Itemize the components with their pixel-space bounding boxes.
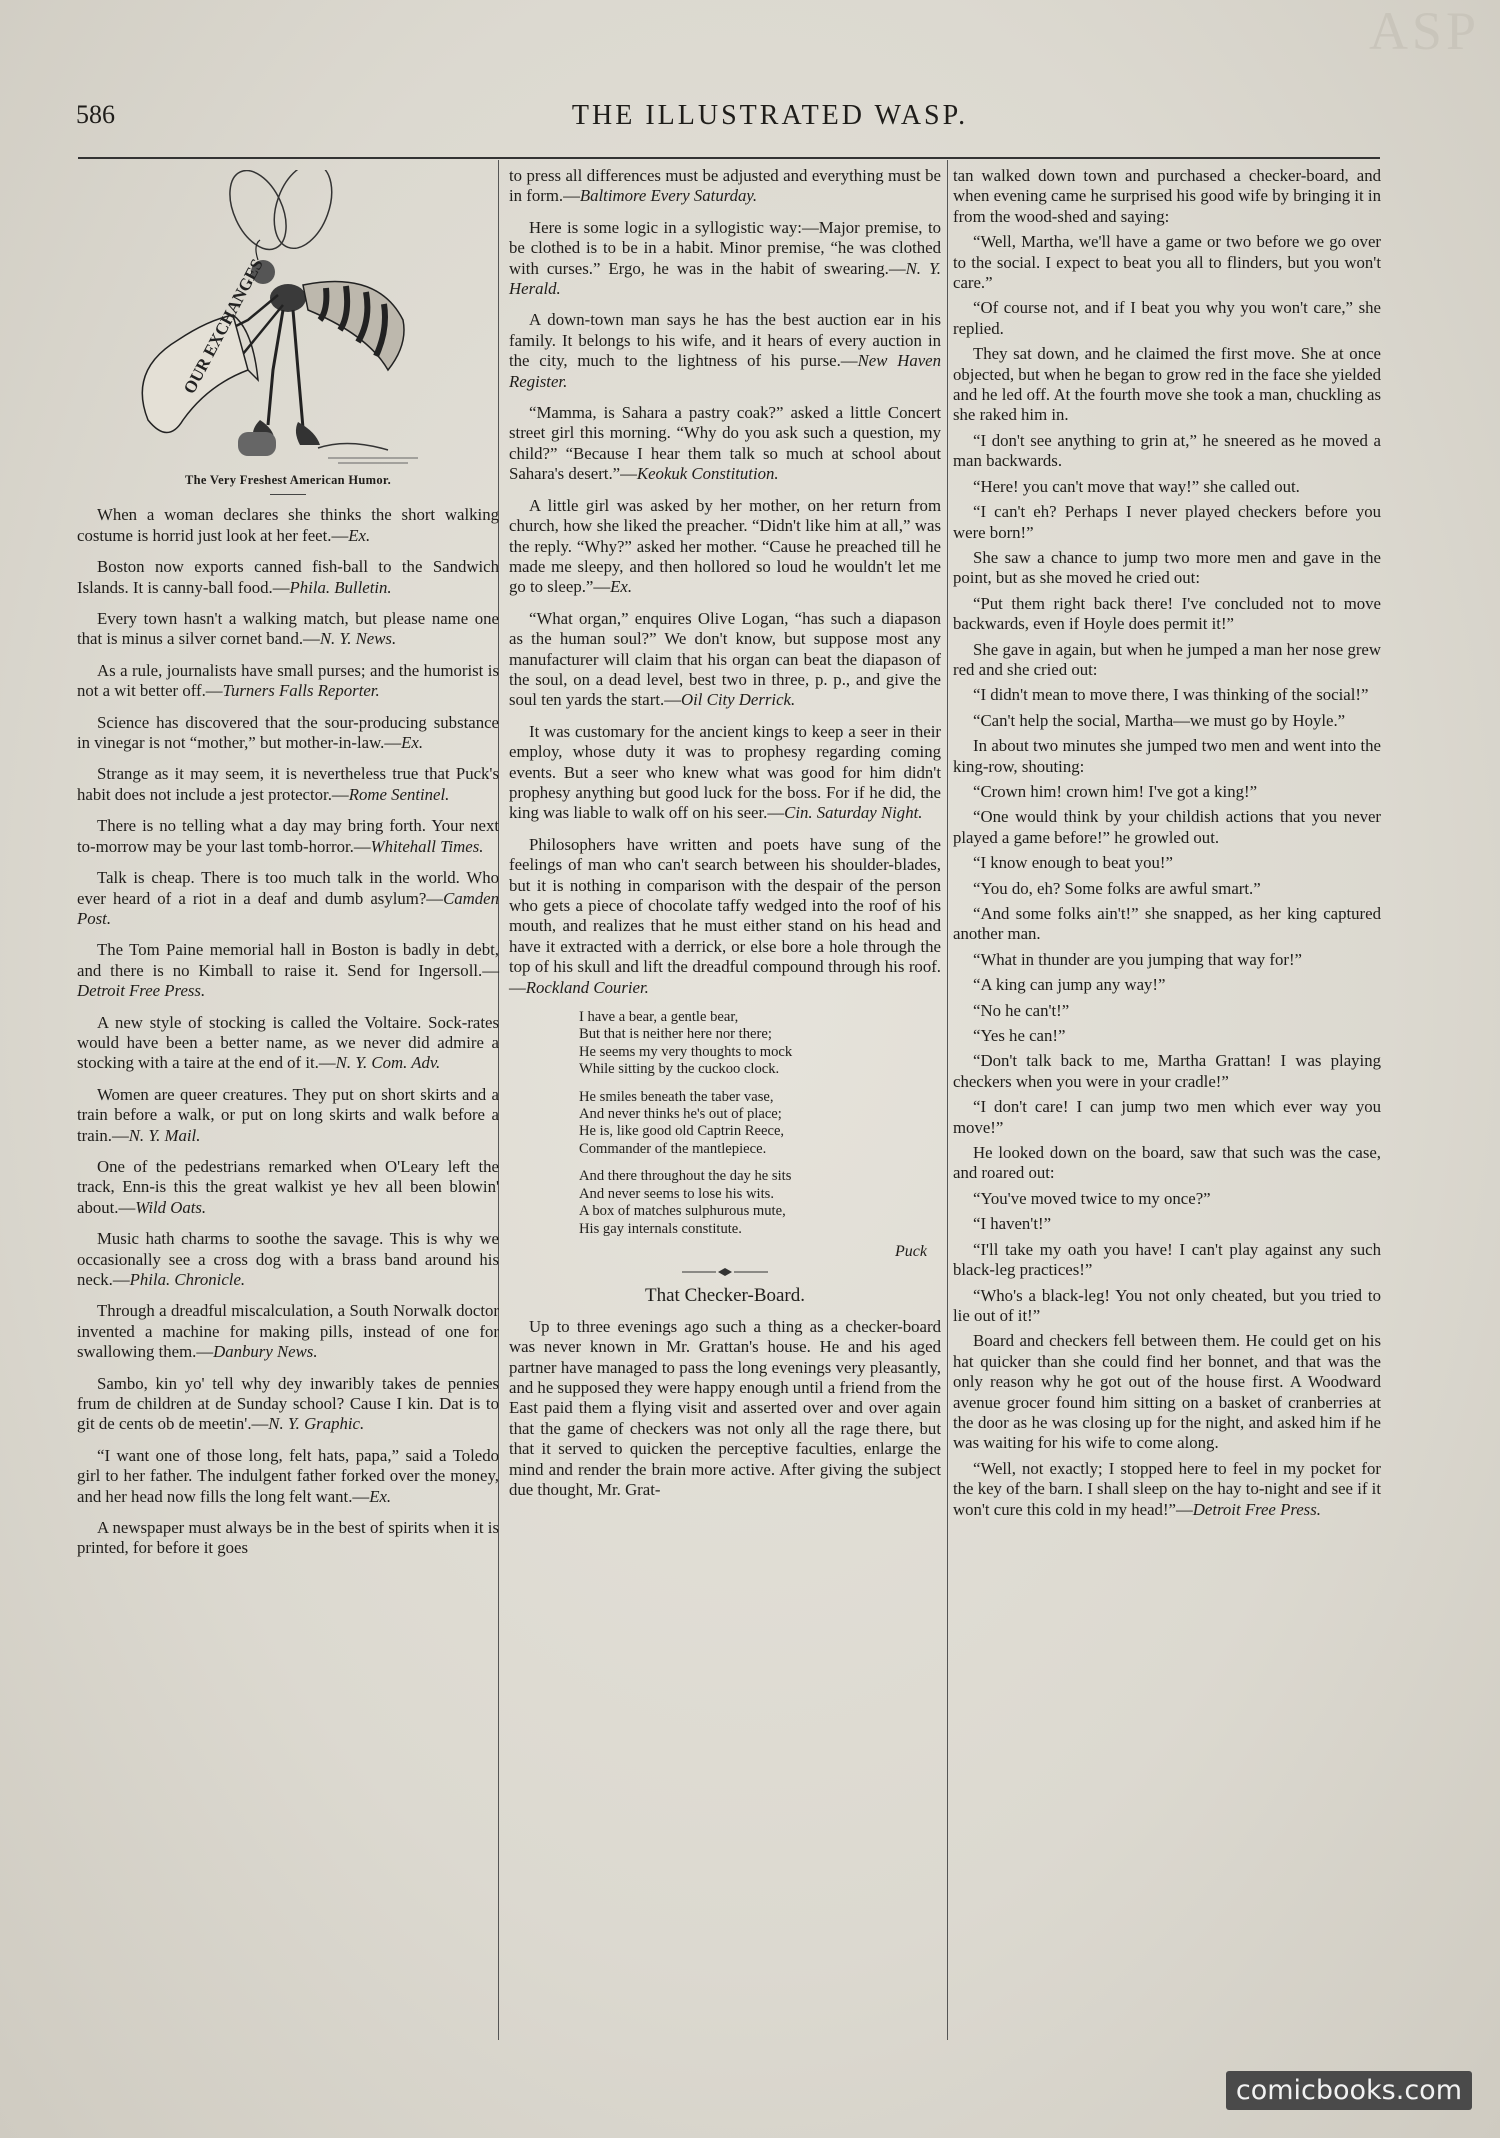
story-paragraph: “I can't eh? Perhaps I never played checkers before you were born!” — [953, 502, 1381, 542]
news-item — [77, 764, 499, 805]
item-text: A little girl was asked by her mother, on her return from church, how she liked the preacher. “Didn't like him at all,” was the reply. “Why?” asked her mother. “Cause he preached till he made me sleepy, and then hollored so loud he wouldn't let me go to sleep.”— — [509, 495, 941, 597]
story-paragraph: “Of course not, and if I beat you why you won't care,” she replied. — [953, 298, 1381, 338]
story-paragraph: She saw a chance to jump two more men and gave in the point, but as she moved he cried out: — [953, 547, 1381, 588]
column-3 — [953, 166, 1381, 1525]
news-item — [77, 609, 499, 650]
item-source: Cin. Saturday Night. — [784, 803, 923, 823]
news-item — [509, 496, 941, 598]
story-paragraph: “Yes he can!” — [973, 1026, 1066, 1046]
banner-text: OUR EXCHANGES — [179, 255, 267, 397]
item-source: Turners Falls Reporter. — [222, 681, 380, 701]
news-item — [509, 835, 941, 998]
item-source: Ex. — [348, 525, 371, 545]
item-text: Talk is cheap. There is too much talk in the world. Who ever heard of a riot in a deaf and dumb asylum?— — [77, 868, 499, 908]
item-text: “What organ,” enquires Olive Logan, “has such a diapason as the human soul?” We don't know, but suppose most any manufacturer will claim that his organ can beat the diapason of the soul, on a dead level, best two in three, p. p., and give the soul ten yards the start.— — [509, 608, 941, 710]
item-source: Oil City Derrick. — [680, 690, 796, 710]
news-item — [509, 722, 941, 824]
poem-line: And never seems to lose his wits. — [579, 1185, 774, 1202]
poem-line: His gay internals constitute. — [579, 1220, 742, 1237]
poem-stanza — [579, 1009, 941, 1079]
story-paragraph: “Don't talk back to me, Martha Grattan! I was playing checkers when you were in your cradle!” — [953, 1051, 1381, 1091]
item-source: Keokuk Constitution. — [636, 464, 779, 484]
caption-rule — [270, 494, 306, 495]
poem-line: I have a bear, a gentle bear, — [579, 1009, 739, 1026]
item-source: N. Y. Mail. — [128, 1125, 201, 1145]
item-source: Phila. Bulletin. — [289, 577, 392, 597]
poem-line: He seems my very thoughts to mock — [579, 1043, 793, 1060]
poem-line: And there throughout the day he sits — [579, 1168, 792, 1185]
poem-line: A box of matches sulphurous mute, — [579, 1203, 786, 1220]
item-source: New Haven Register. — [509, 351, 941, 391]
item-text: “I want one of those long, felt hats, papa,” said a Toledo girl to her father. The indulgent father forked over the money, and her head now fills the long felt want.— — [77, 1445, 499, 1506]
item-source: Danbury News. — [213, 1342, 318, 1362]
news-item — [77, 940, 499, 1001]
story-paragraph: In about two minutes she jumped two men and went into the king-row, shouting: — [953, 736, 1381, 776]
item-text: Women are queer creatures. They put on short skirts and a train before a walk, or put on long skirts and walk before a train.— — [77, 1084, 499, 1145]
story-paragraph: “Who's a black-leg! You not only cheated, but you tried to lie out of it!” — [953, 1285, 1381, 1325]
item-source: Ex. — [610, 577, 633, 597]
column-2 — [509, 166, 941, 1505]
story-paragraph: “Put them right back there! I've concluded not to move backwards, even if Hoyle does permit it!” — [953, 593, 1381, 634]
header-rule — [78, 157, 1380, 159]
item-source: N. Y. News. — [319, 629, 397, 649]
poem-line: But that is neither here nor there; — [579, 1026, 772, 1043]
poem-line: He smiles beneath the taber vase, — [579, 1088, 774, 1105]
item-text: Strange as it may seem, it is nevertheless true that Puck's habit does not include a jest protector.— — [77, 764, 499, 804]
item-text: Here is some logic in a syllogistic way:—Major premise, to be clothed is to be in a habit. Minor premise, “he was clothed with curses.” Ergo, he was in the habit of swearing.— — [509, 217, 941, 278]
item-text: A new style of stocking is called the Voltaire. Sock-rates would have been a better name, as we never did admire a stocking with a taire at the end of it.— — [77, 1012, 499, 1073]
column-divider — [947, 160, 948, 2040]
story-paragraph: “One would think by your childish actions that you never played a game before!” he growled out. — [953, 807, 1381, 847]
news-item — [77, 505, 499, 546]
item-text: Sambo, kin yo' tell why dey inwaribly takes de pennies frum de children at de Sunday school? Cause I kin. Dat is to git de cents ob de meetin'.— — [77, 1373, 499, 1434]
item-text: Boston now exports canned fish-ball to the Sandwich Islands. It is canny-ball food.— — [77, 557, 499, 597]
story-paragraph: “I don't care! I can jump two men which ever way you move!” — [953, 1097, 1381, 1137]
item-text: One of the pedestrians remarked when O'Leary left the track, Enn-is this the great walkist ye hev all been blowin' about.— — [77, 1156, 499, 1217]
story-paragraph: “And some folks ain't!” she snapped, as her king captured another man. — [953, 904, 1381, 944]
item-source: Whitehall Times. — [370, 836, 484, 856]
item-text: Music hath charms to soothe the savage. This is why we occasionally see a cross dog with a brass band around his neck.— — [77, 1229, 499, 1289]
story-paragraph: “Crown him! crown him! I've got a king!” — [973, 781, 1258, 801]
item-text: A newspaper must always be in the best of spirits when it is printed, for before it goes — [77, 1518, 499, 1558]
news-item — [77, 816, 499, 857]
poem-line: While sitting by the cuckoo clock. — [579, 1061, 780, 1078]
story-paragraph: He looked down on the board, saw that such was the case, and roared out: — [953, 1143, 1381, 1183]
story-paragraph: “No he can't!” — [973, 1000, 1070, 1020]
story-paragraph: “Here! you can't move that way!” she called out. — [973, 476, 1300, 496]
item-text: Science has discovered that the sour-producing substance in vinegar is not “mother,” but mother-in-law.— — [77, 712, 499, 753]
item-text: As a rule, journalists have small purses; and the humorist is not a wit better off.— — [77, 660, 499, 701]
story-paragraph: “Can't help the social, Martha—we must go by Hoyle.” — [973, 710, 1346, 730]
story-title: That Checker-Board. — [645, 1285, 805, 1307]
story-paragraph: “You've moved twice to my once?” — [973, 1188, 1211, 1208]
item-source: N. Y. Herald. — [509, 258, 941, 299]
story-paragraph: She gave in again, but when he jumped a man her nose grew red and she cried out: — [953, 639, 1381, 679]
item-text: A down-town man says he has the best auction ear in his family. It belongs to his wife, and it hears of every auction in the city, much to the lightness of his purse.— — [509, 310, 941, 371]
story-paragraph: “I haven't!” — [973, 1214, 1052, 1234]
story-paragraph: “Well, Martha, we'll have a game or two before we go over to the social. I expect to beat you all to flinders, but you won't care.” — [953, 232, 1381, 293]
wasp-exchanges-illustration — [88, 170, 488, 470]
item-text: Philosophers have written and poets have sung of the feelings of man who can't search between his shoulder-blades, but it is nothing in comparison with the despair of the person who gets a piece of chocolate taffy wedged into the roof of his mouth, and realizes that he must either stand on his head and have it extracted with a derrick, or else bore a hole through the top of his skull and lift the dreadful compound through his roof.— — [509, 834, 941, 997]
news-item — [77, 1157, 499, 1218]
poem-stanza — [579, 1168, 941, 1238]
item-text: It was customary for the ancient kings to keep a seer in their employ, whose duty it was to prophesy regarding coming events. But a seer who knew what was good for him didn't prophesy anything but good luck for the boss. For if he did, the king was liable to walk off on his seer.— — [509, 721, 941, 823]
item-source: Wild Oats. — [135, 1197, 207, 1217]
news-item — [77, 661, 499, 702]
item-text: When a woman declares she thinks the short walking costume is horrid just look at her feet.— — [77, 505, 499, 545]
news-item — [509, 166, 941, 207]
news-item — [77, 1374, 499, 1435]
item-source: N. Y. Graphic. — [268, 1414, 365, 1434]
story-paragraph: “What in thunder are you jumping that way for!” — [973, 949, 1302, 969]
poem-stanza — [579, 1089, 941, 1159]
story-paragraph: Up to three evenings ago such a thing as a checker-board was never known in Mr. Grattan's house. He and his aged partner have managed to pass the long evenings very pleasantly, and he supposed they were happy enough until a friend from the East paid them a flying visit and asserted over and over again that the game of checkers was not only all the rage there, but that it served to quicken the perceptive faculties, enlarge the mind and render the brain more active. After giving the subject due thought, Mr. Grat- — [509, 1316, 941, 1499]
item-source: Phila. Chronicle. — [129, 1270, 246, 1289]
news-item — [77, 1013, 499, 1074]
masthead: THE ILLUSTRATED WASP. — [571, 100, 969, 131]
item-text: The Tom Paine memorial hall in Boston is badly in debt, and there is no Kimball to raise it. Send for Ingersoll.— — [77, 940, 499, 980]
news-item — [77, 1085, 499, 1146]
news-item — [77, 1301, 499, 1362]
bleed-through-text: ASP — [1368, 1, 1480, 61]
item-source: Rockland Courier. — [525, 977, 649, 997]
item-source: Detroit Free Press. — [77, 981, 206, 1001]
item-source: N. Y. Com. Adv. — [335, 1053, 441, 1073]
story-paragraph: tan walked down town and purchased a checker-board, and when evening came he surprised his good wife by bringing it in from the wood-shed and saying: — [953, 166, 1381, 226]
item-source: Rome Sentinel. — [348, 784, 450, 804]
news-item — [509, 218, 941, 300]
story-paragraph: “I'll take my oath you have! I can't play against any such black-leg practices!” — [953, 1239, 1381, 1280]
news-item — [77, 713, 499, 754]
item-source: Ex. — [369, 1486, 392, 1506]
item-text: to press all differences must be adjusted and everything must be in form.— — [509, 166, 941, 206]
news-item — [77, 1229, 499, 1290]
story-paragraph: They sat down, and he claimed the first move. She at once objected, but when he began to grow red in the face she yielded and he led off. At the fourth move she took a man, chuckling as she raked him in. — [953, 344, 1381, 425]
news-item — [77, 1518, 499, 1559]
item-text: Through a dreadful miscalculation, a South Norwalk doctor invented a machine for making pills, instead of one for swallowing them.— — [77, 1301, 499, 1362]
news-item — [77, 1446, 499, 1507]
news-item — [509, 310, 941, 392]
story-paragraph: “I know enough to beat you!” — [973, 853, 1173, 873]
story-paragraph: “You do, eh? Some folks are awful smart.” — [973, 878, 1261, 898]
poem — [579, 1009, 941, 1238]
item-text: There is no telling what a day may bring forth. Your next to-morrow may be your last tomb-horror.— — [77, 816, 499, 856]
story-source: Detroit Free Press. — [1192, 1499, 1321, 1519]
watermark-badge: comicbooks.com — [1226, 2071, 1472, 2110]
poem-line: Commander of the mantlepiece. — [579, 1140, 767, 1157]
item-source: Baltimore Every Saturday. — [579, 186, 758, 206]
item-source: Camden Post. — [77, 888, 499, 928]
item-text: “Mamma, is Sahara a pastry coak?” asked a little Concert street girl this morning. “Why do you ask such a question, my child?” “Because I hear them talk so much at school about Sahara's desert.”— — [509, 403, 941, 484]
illustration-caption: The Very Freshest American Humor. — [184, 473, 392, 487]
story-paragraph: “I didn't mean to move there, I was thinking of the social!” — [973, 685, 1369, 705]
page-number: 586 — [76, 100, 115, 129]
story-paragraph: “A king can jump any way!” — [973, 975, 1166, 995]
story-paragraph: Board and checkers fell between them. He could get on his hat quicker than she could find her bonnet, and that was the only reason why he got out of the house first. A Woodward avenue grocer found him sitting on a basket of cranberries at the door as he was closing up for the night, and asked him if he was waiting for his wife to come along. — [953, 1331, 1381, 1453]
story-paragraph: “Well, not exactly; I stopped here to feel in my pocket for the key of the barn. I shall sleep on the hay to-night and see if it won't cure this cold in my head!”—Detroit Free Press. — [953, 1458, 1381, 1519]
news-item — [77, 868, 499, 929]
column-1 — [77, 166, 499, 1570]
poem-signature: Puck — [895, 1242, 927, 1260]
story-paragraph: “I don't see anything to grin at,” he sneered as he moved a man backwards. — [953, 430, 1381, 471]
news-item — [509, 403, 941, 485]
item-text: Every town hasn't a walking match, but please name one that is minus a silver cornet band.— — [77, 609, 499, 649]
news-item — [77, 557, 499, 598]
news-item — [509, 609, 941, 711]
ornament-divider — [682, 1268, 768, 1276]
poem-line: He is, like good old Captrin Reece, — [579, 1123, 785, 1140]
item-source: Ex. — [401, 733, 424, 753]
poem-line: And never thinks he's out of place; — [579, 1106, 782, 1123]
